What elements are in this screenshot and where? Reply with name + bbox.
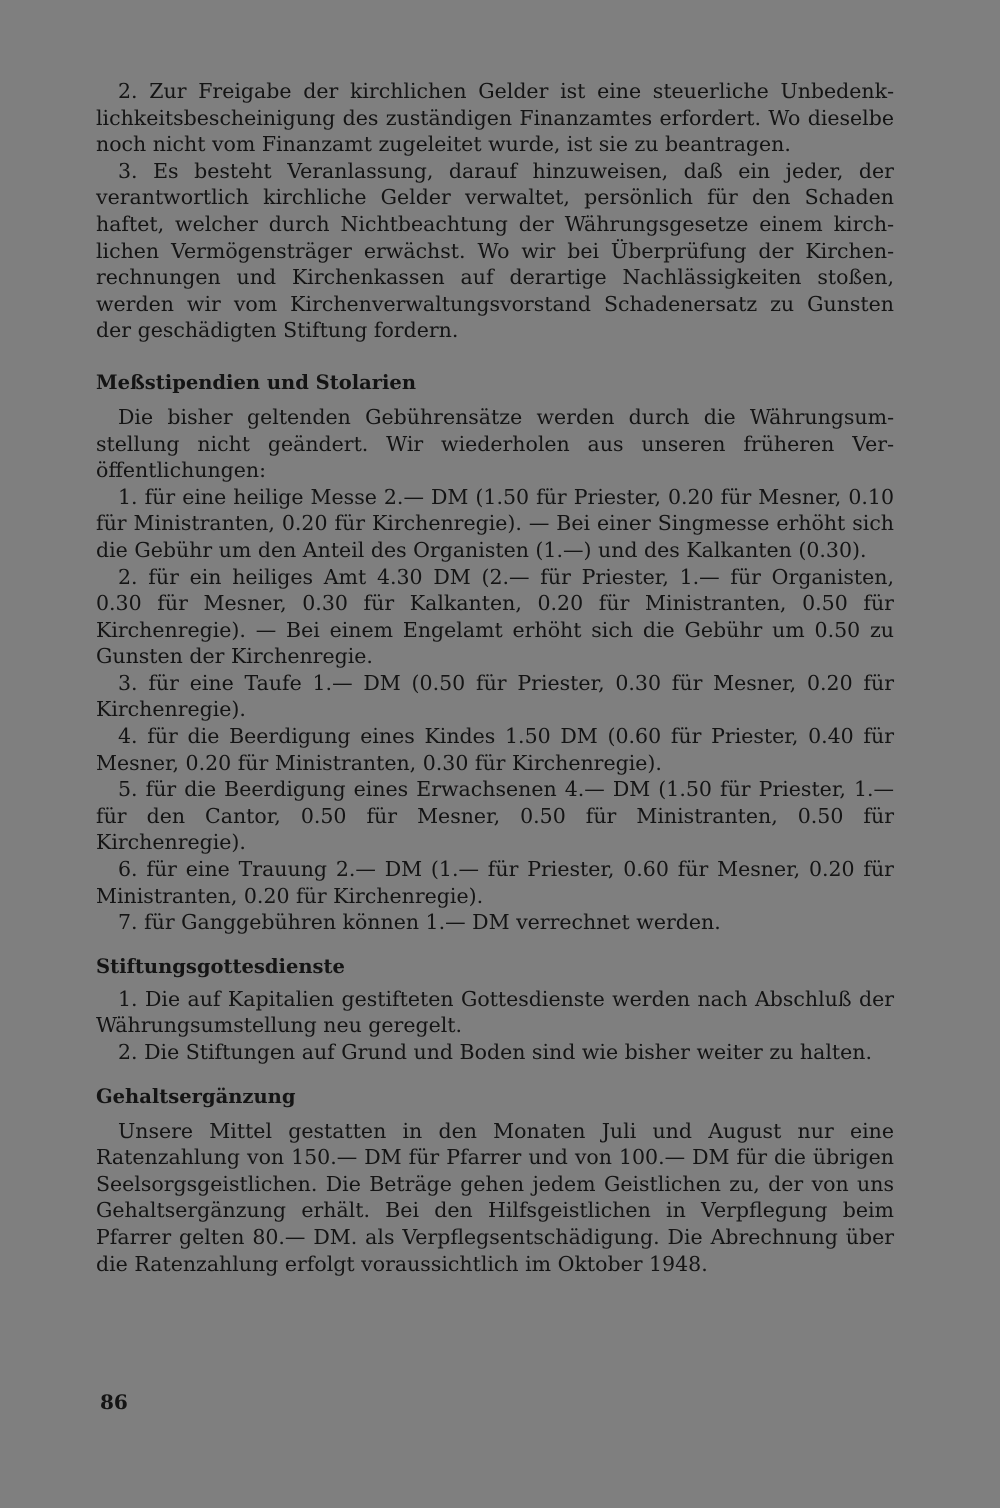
paragraph: Die bisher geltenden Gebührensätze werden durch die Währungsumstellung nicht geändert. Wir wiederholen aus unseren früheren Veröffentlichungen: [96, 404, 894, 483]
list-item: 2. Die Stiftungen auf Grund und Boden sind wie bisher weiter zu halten. [118, 1040, 872, 1064]
section-stiftungsgottesdienste [96, 954, 894, 1066]
section-messstipendien [96, 370, 894, 936]
paragraph: 2. Zur Freigabe der kirchlichen Gelder ist eine steuerliche Unbedenklichkeitsbescheinigung des zuständigen Finanzamtes erfordert. Wo dieselbe noch nicht vom Finanzamt zugeleitet wurde, ist sie zu beantragen. [96, 79, 894, 157]
list-item: 5. für die Beerdigung eines Erwachsenen 4.— DM (1.50 für Priester, 1.— für den Cantor, 0.50 für Mesner, 0.50 für Ministranten, 0.50 für Kirchenregie). [96, 777, 894, 855]
paragraph: 3. Es besteht Veranlassung, darauf hinzuweisen, daß ein jeder, der verantwortlich kirchliche Gelder verwaltet, persönlich für den Schaden haftet, welcher durch Nichtbeachtung der Währungsgesetze einem kirchlichen Vermögensträger erwächst. Wo wir bei Überprüfung der Kirchenrechnungen und Kirchenkassen auf derartige Nachlässigkeiten stoßen, werden wir vom Kirchenverwaltungsvorstand Schadenersatz zu Gunsten der geschädigten Stiftung fordern. [96, 158, 894, 343]
list-item: 2. für ein heiliges Amt 4.30 DM (2.— für Priester, 1.— für Organisten, 0.30 für Mesner, 0.30 für Kalkanten, 0.20 für Ministranten, 0.50 für Kirchenregie). — Bei einem Engelamt erhöht sich die Gebühr um 0.50 zu Gunsten der Kirchenregie. [96, 564, 894, 669]
section-heading: Gehaltsergänzung [96, 1084, 296, 1108]
section-gehaltsergaenzung [96, 1084, 894, 1278]
document-page [96, 78, 894, 1277]
list-item: 1. Die auf Kapitalien gestifteten Gottesdienste werden nach Abschluß der Währungsumstellung neu geregelt. [96, 986, 894, 1038]
list-item: 6. für eine Trauung 2.— DM (1.— für Priester, 0.60 für Mesner, 0.20 für Ministranten, 0.20 für Kirchenregie). [96, 857, 894, 908]
page-number: 86 [100, 1390, 128, 1414]
list-item: 4. für die Beerdigung eines Kindes 1.50 DM (0.60 für Priester, 0.40 für Mesner, 0.20 für Ministranten, 0.30 für Kirchenregie). [96, 724, 894, 775]
intro-block [96, 78, 894, 344]
list-item: 1. für eine heilige Messe 2.— DM (1.50 für Priester, 0.20 für Mesner, 0.10 für Ministranten, 0.20 für Kirchenregie). — Bei einer Singmesse erhöht sich die Gebühr um den Anteil des Organisten (1.—) und des Kalkanten (0.30). [96, 484, 894, 562]
section-heading: Meßstipendien und Stolarien [96, 370, 417, 394]
paragraph: Unsere Mittel gestatten in den Monaten Juli und August nur eine Ratenzahlung von 150.— DM für Pfarrer und von 100.— DM für die übrigen Seelsorgsgeistlichen. Die Beträge gehen jedem Geistlichen zu, der von uns Gehaltsergänzung erhält. Bei den Hilfsgeistlichen in Verpflegung beim Pfarrer gelten 80.— DM. als Verpflegsentschädigung. Die Abrechnung über die Ratenzahlung erfolgt voraussichtlich im Oktober 1948. [96, 1118, 894, 1276]
list-item: 3. für eine Taufe 1.— DM (0.50 für Priester, 0.30 für Mesner, 0.20 für Kirchenregie). [96, 670, 894, 722]
list-item: 7. für Ganggebühren können 1.— DM verrechnet werden. [118, 910, 721, 935]
section-heading: Stiftungsgottesdienste [96, 954, 345, 978]
